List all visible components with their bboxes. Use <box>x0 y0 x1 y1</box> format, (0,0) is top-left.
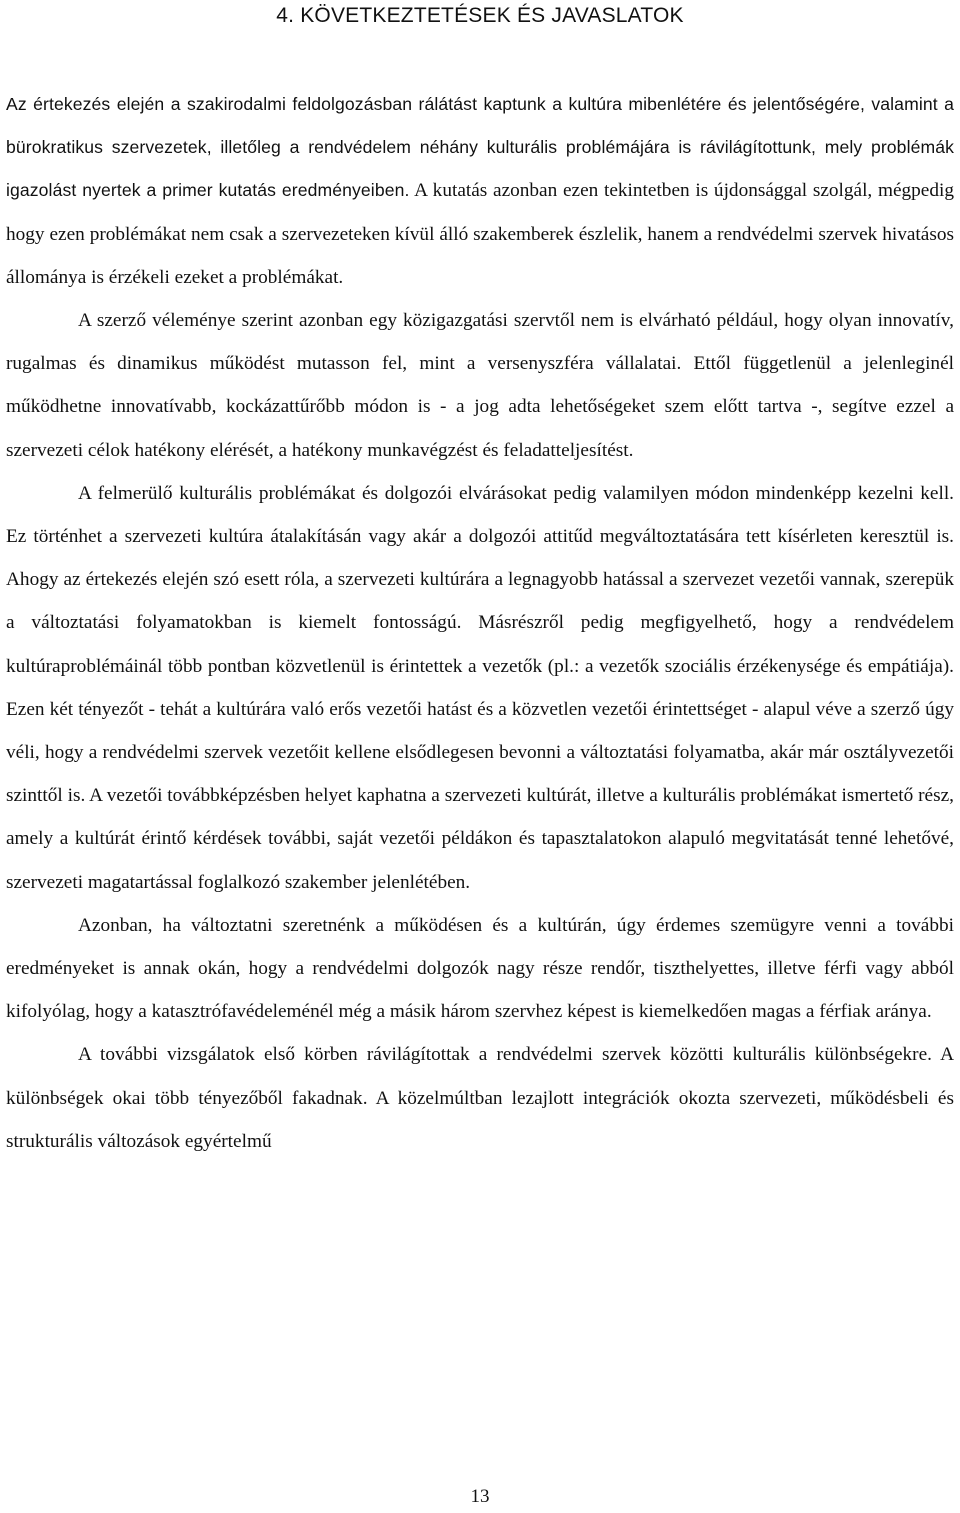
paragraph-2: A szerző véleménye szerint azonban egy közigazgatási szervtől nem is elvárható például, hogy olyan innovatív, rugalmas és dinamikus működést mutasson fel, mint a versenyszféra vállalatai. Ettől függetlenül a jelenleginél működhetne innovatívabb, kockázattűrőbb módon is - a jog adta lehetőségeket szem előtt tartva -, segítve ezzel a szervezeti célok hatékony elérését, a hatékony munkavégzést és feladatteljesítést. <box>6 310 954 461</box>
page-heading: 4. KÖVETKEZTETÉSEK ÉS JAVASLATOK <box>276 4 684 27</box>
paragraph-5: A további vizsgálatok első körben rávilágítottak a rendvédelmi szervek közötti kulturális különbségekre. A különbségek okai több tényezőből fakadnak. A közelmúltban lezajlott integrációk okozta szervezeti, működésbeli és strukturális változások egyértelmű <box>6 1044 954 1152</box>
paragraph-1-serif-text: A kutatás azonban ezen tekintetben is újdonsággal szolgál, mégpedig hogy ezen problémákat nem csak a szervezeteken kívül álló szakemberek észlelik, hanem a rendvédelmi szervek hivatásos állománya is érzékeli ezeket a problémákat. <box>6 180 954 288</box>
paragraph-1-sans-text: Az értekezés elején a szakirodalmi feldolgozásban rálátást kaptunk a kultúra mibenlétére és jelentőségére, valamint a bürokratikus szervezetek, illetőleg a rendvédelem néhány kulturális problémájára is rávilágítottunk, mely problémák igazolást nyertek a primer kutatás eredményeiben. <box>6 94 954 201</box>
page-number: 13 <box>470 1486 490 1507</box>
paragraph-3: A felmerülő kulturális problémákat és dolgozói elvárásokat pedig valamilyen módon mindenképp kezelni kell. Ez történhet a szervezeti kultúra átalakításán vagy akár a dolgozói attitűd megváltoztatására tett kísérleten keresztül is. Ahogy az értekezés elején szó esett róla, a szervezeti kultúrára a legnagyobb hatással a szervezet vezetői vannak, szerepük a változtatási folyamatokban is kiemelt fontosságú. Másrészről pedig megfigyelhető, hogy a rendvédelem kultúraproblémáinál több pontban közvetlenül is érintettek a vezetők (pl.: a vezetők szociális érzékenysége és empátiája). Ezen két tényezőt - tehát a kultúrára való erős vezetői hatást és a közvetlen vezetői érintettséget - alapul véve a szerző úgy véli, hogy a rendvédelmi szervek vezetőit kellene elsődlegesen bevonni a változtatási folyamatba, akár már osztályvezetői szinttől is. A vezetői továbbképzésben helyet kaphatna a szervezeti kultúrát, illetve a kulturális problémákat ismertető rész, amely a kultúrát érintő kérdések további, saját vezetői példákon és tapasztalatokon alapuló megvitatását tenné lehetővé, szervezeti magatartással foglalkozó szakember jelenlétében. <box>6 482 954 893</box>
paragraph-4: Azonban, ha változtatni szeretnénk a működésen és a kultúrán, úgy érdemes szemügyre venni a további eredményeket is annak okán, hogy a rendvédelmi dolgozók nagy része rendőr, tiszthelyettes, illetve férfi vagy abból kifolyólag, hogy a katasztrófavédeleménél még a másik három szervhez képest is kiemelkedően magas a férfiak aránya. <box>6 914 954 1023</box>
paragraph-1 <box>6 83 954 299</box>
document-body <box>6 83 954 1163</box>
